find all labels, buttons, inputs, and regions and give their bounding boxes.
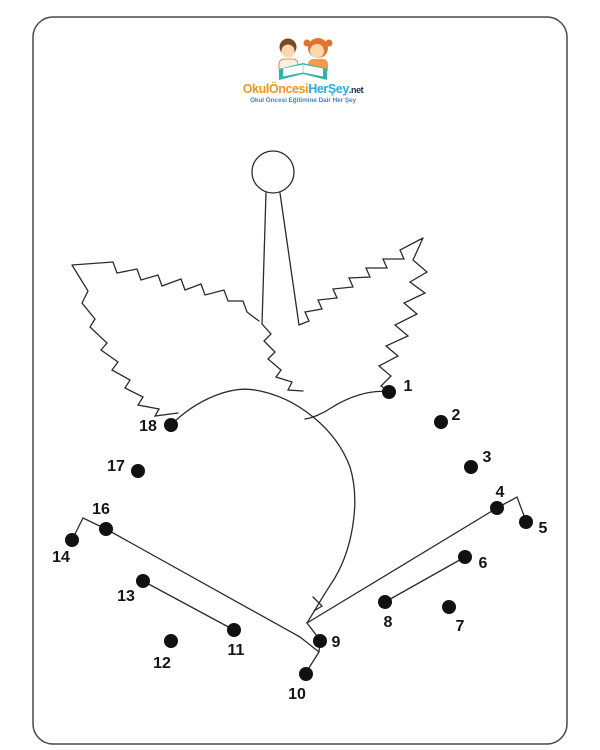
dot-1[interactable] — [382, 385, 396, 399]
ribbon-knot-tick — [313, 597, 322, 611]
dot-label-4: 4 — [495, 484, 505, 501]
dot-18[interactable] — [164, 418, 178, 432]
dot-label-8: 8 — [383, 614, 393, 631]
dot-11[interactable] — [227, 623, 241, 637]
ribbon-right-streamer — [307, 508, 497, 623]
dot-13[interactable] — [136, 574, 150, 588]
holly-leaf-right — [262, 238, 427, 391]
dot-label-11: 11 — [227, 642, 245, 659]
dot-label-9: 9 — [331, 634, 341, 651]
dot-label-12: 12 — [153, 655, 171, 672]
logo-title-net: .net — [348, 85, 364, 95]
dot-8[interactable] — [378, 595, 392, 609]
dot-label-5: 5 — [538, 520, 548, 537]
page-border — [33, 17, 567, 744]
heart-right-lobe — [305, 391, 389, 419]
dot-16[interactable] — [99, 522, 113, 536]
logo-tagline: Okul Öncesi Eğitimine Dair Her Şey — [249, 96, 357, 104]
girl-bun-right — [326, 40, 333, 47]
dot-7[interactable] — [442, 600, 456, 614]
heart-outline — [171, 389, 355, 623]
ribbon-left-inner-edge — [143, 581, 234, 630]
boy-face — [282, 45, 295, 58]
dot-label-17: 17 — [107, 458, 125, 475]
site-logo — [203, 36, 403, 104]
logo-title — [203, 83, 403, 96]
dot-label-18: 18 — [139, 418, 157, 435]
dot-14[interactable] — [65, 533, 79, 547]
dot-17[interactable] — [131, 464, 145, 478]
logo-title-blue: HerŞey — [308, 82, 349, 96]
girl-bun-left — [304, 40, 311, 47]
dot-12[interactable] — [164, 634, 178, 648]
logo-title-orange: OkulÖncesi — [242, 82, 309, 96]
dot-label-7: 7 — [455, 618, 465, 635]
dot-10[interactable] — [299, 667, 313, 681]
ribbon-right-inner-edge — [385, 557, 465, 602]
dot-5[interactable] — [519, 515, 533, 529]
dot-label-14: 14 — [52, 549, 70, 566]
dot-6[interactable] — [458, 550, 472, 564]
dot-3[interactable] — [464, 460, 478, 474]
dot-4[interactable] — [490, 501, 504, 515]
dot-label-16: 16 — [92, 501, 110, 518]
dot-label-3: 3 — [482, 449, 492, 466]
dot-2[interactable] — [434, 415, 448, 429]
dot-label-13: 13 — [117, 588, 135, 605]
dot-label-6: 6 — [478, 555, 488, 572]
logo-kids-illustration — [265, 36, 341, 82]
hanger-ring — [252, 151, 294, 193]
dot-label-10: 10 — [288, 686, 306, 703]
dot-9[interactable] — [313, 634, 327, 648]
ribbon-left-streamer — [106, 529, 300, 637]
girl-face — [310, 44, 324, 58]
holly-leaf-left — [72, 262, 259, 416]
dot-label-2: 2 — [451, 407, 461, 424]
dot-label-1: 1 — [403, 378, 413, 395]
hanger-strap — [262, 193, 299, 325]
